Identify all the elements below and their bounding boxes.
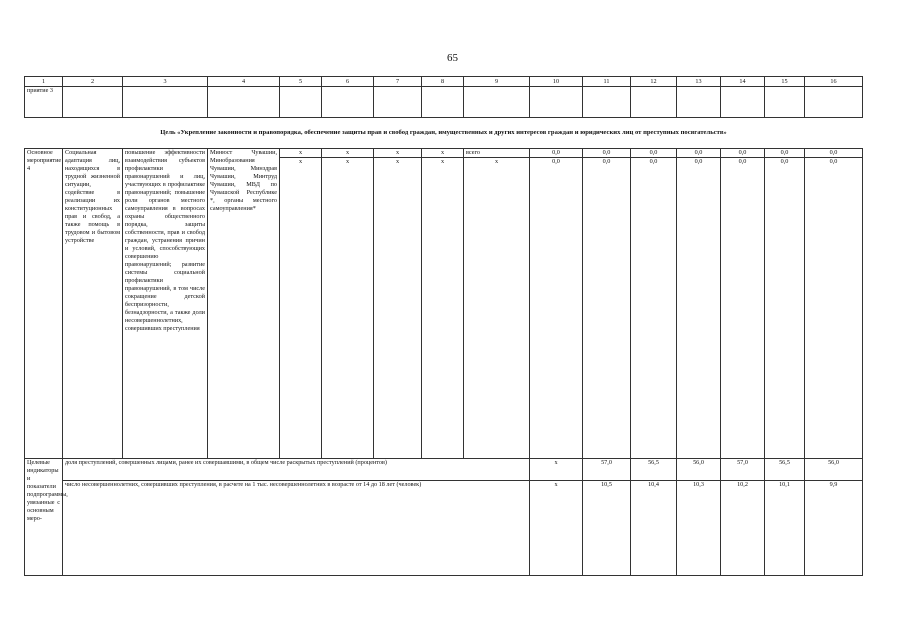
event-name: Социальная адаптация лиц, находящихся в трудной жизненной ситуации, содействие в реализации их конституционных прав и свобод, а также помощь в трудовом и бытовом устройстве — [63, 149, 123, 459]
col-number: 15 — [765, 77, 805, 87]
cell: x — [374, 149, 422, 158]
cell: 57,0 — [721, 459, 765, 481]
cell: 9,9 — [805, 481, 863, 576]
col-number: 11 — [583, 77, 631, 87]
cell: x — [280, 158, 322, 459]
cell: x — [322, 158, 374, 459]
indicators-label: Целевые индикаторы и показатели подпрограммы, увязанные с основным меро- — [25, 459, 63, 576]
cell: 10,4 — [631, 481, 677, 576]
cell: 0,0 — [583, 149, 631, 158]
col-number: 2 — [63, 77, 123, 87]
cell: 57,0 — [583, 459, 631, 481]
col-number: 5 — [280, 77, 322, 87]
col-number: 16 — [805, 77, 863, 87]
cell: 0,0 — [631, 149, 677, 158]
cell: 0,0 — [530, 158, 583, 459]
cell: x — [422, 149, 464, 158]
cell: 10,1 — [765, 481, 805, 576]
cell: 56,0 — [805, 459, 863, 481]
cell: x — [322, 149, 374, 158]
cell: x — [530, 459, 583, 481]
cell: 0,0 — [631, 158, 677, 459]
col-number: 10 — [530, 77, 583, 87]
col-number: 1 — [25, 77, 63, 87]
col-number: 14 — [721, 77, 765, 87]
goal-row — [25, 118, 863, 149]
col-number: 6 — [322, 77, 374, 87]
goal-text: Цель «Укрепление законности и правопорядка, обеспечение защиты прав и свобод граждан, имущественных и других интересов граждан и юридических лиц от преступных посягательств» — [160, 129, 727, 136]
cell: 56,5 — [765, 459, 805, 481]
cell: x — [280, 149, 322, 158]
col-number: 9 — [464, 77, 530, 87]
cell: 0,0 — [765, 158, 805, 459]
cell: 56,0 — [677, 459, 721, 481]
program-table — [24, 76, 863, 576]
cell: 0,0 — [677, 149, 721, 158]
indicator-text: доля преступлений, совершенных лицами, ранее их совершавшими, в общем числе раскрытых преступлений (процентов) — [63, 459, 530, 481]
indicator-row — [25, 459, 863, 481]
cell: 0,0 — [721, 158, 765, 459]
cell: 10,3 — [677, 481, 721, 576]
cell: x — [422, 158, 464, 459]
cell: x — [374, 158, 422, 459]
indicator-row — [25, 481, 863, 576]
previous-event-row — [25, 87, 863, 118]
page-number: 65 — [447, 52, 458, 64]
cell: 0,0 — [765, 149, 805, 158]
cell: x — [464, 158, 530, 459]
cell: 56,5 — [631, 459, 677, 481]
cell: 0,0 — [721, 149, 765, 158]
col-number: 13 — [677, 77, 721, 87]
col-number: 8 — [422, 77, 464, 87]
cell: 0,0 — [805, 158, 863, 459]
column-numbers-row — [25, 77, 863, 87]
event-executors: Минюст Чувашии, Минобразования Чувашии, Минздрав Чувашии, Минтруд Чувашии, МВД по Чувашской Республике *, органы местного самоуправления* — [208, 149, 280, 459]
cell: x — [530, 481, 583, 576]
cell: всего — [464, 149, 530, 158]
col-number: 7 — [374, 77, 422, 87]
col-number: 12 — [631, 77, 677, 87]
cell: 10,5 — [583, 481, 631, 576]
prev-event-label: приятие 3 — [25, 87, 63, 118]
cell: 0,0 — [530, 149, 583, 158]
cell: 0,0 — [805, 149, 863, 158]
event-row-total — [25, 149, 863, 158]
event-title: Основное мероприятие 4 — [25, 149, 63, 459]
cell: 0,0 — [677, 158, 721, 459]
cell: 0,0 — [583, 158, 631, 459]
col-number: 4 — [208, 77, 280, 87]
cell: 10,2 — [721, 481, 765, 576]
indicator-text: число несовершеннолетних, совершивших преступления, в расчете на 1 тыс. несовершеннолетних в возрасте от 14 до 18 лет (человек) — [63, 481, 530, 576]
event-tasks: повышение эффективности взаимодействия субъектов профилактики правонарушений и лиц, участвующих в профилактике правонарушений; повышение роли органов местного самоуправления в вопросах охраны общественного порядка, защиты собственности, прав и свобод граждан, устранения причин и условий, способствующих совершению правонарушений; развитие системы социальной профилактики правонарушений, в том числе сокращение детской беспризорности, безнадзорности, а также доли несовершеннолетних, совершивших преступления — [123, 149, 208, 459]
col-number: 3 — [123, 77, 208, 87]
